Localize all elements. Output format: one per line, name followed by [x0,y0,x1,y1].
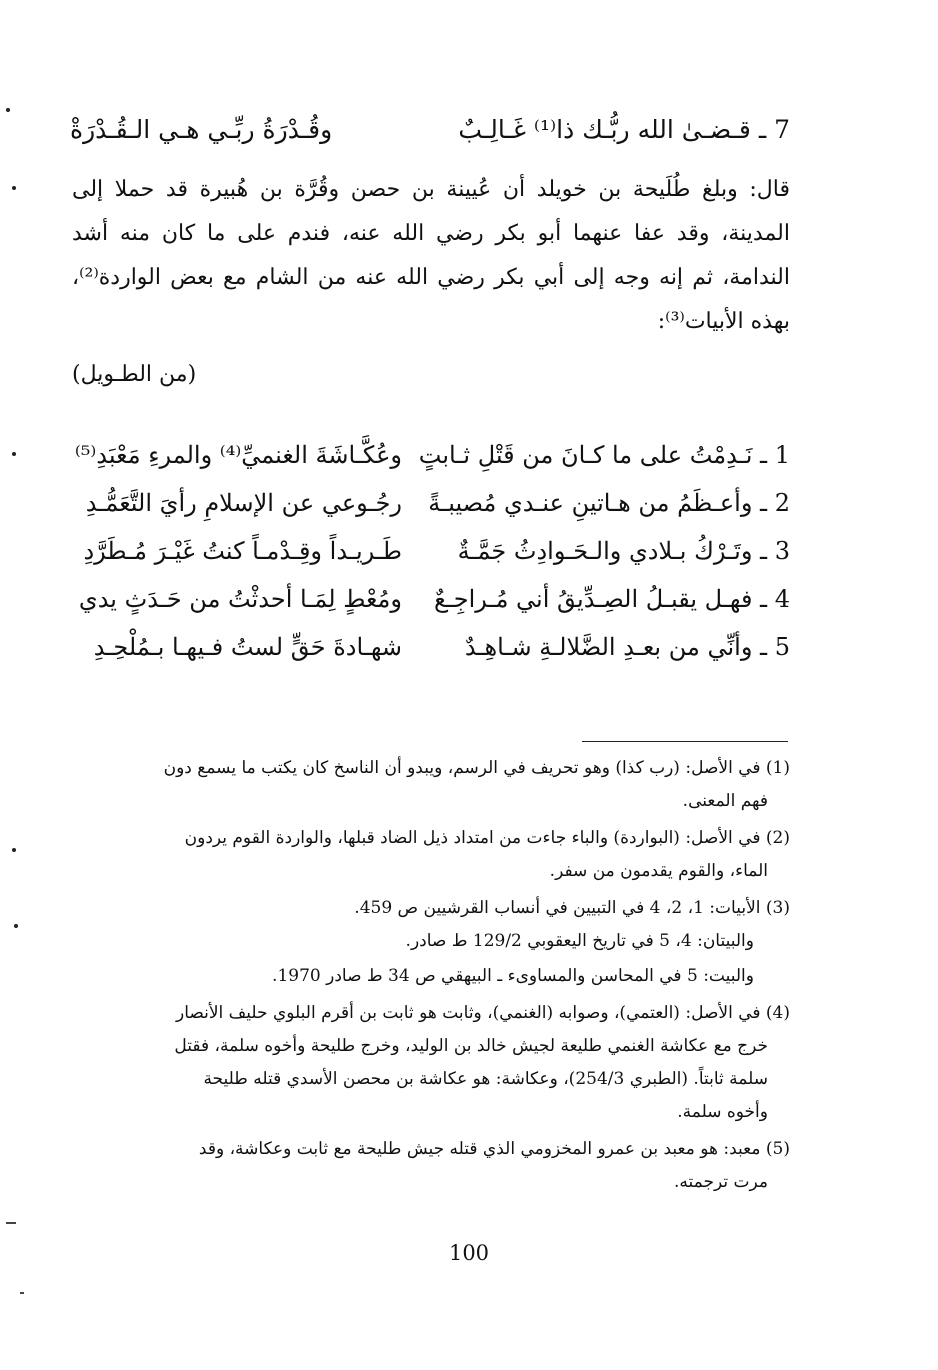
footnote-line: الماء، والقوم يقدمون من سفر. [549,861,768,881]
verse-7 [70,110,790,150]
poem-line [72,579,790,627]
poem [72,435,790,675]
scan-speck [14,924,18,928]
poem-second-hemistich: طَـريـداً وقِـدْمـاً كنتُ غَيْـرَ مُـطَرَّدِ [83,537,402,565]
footnote-2 [72,822,790,888]
scan-speck [12,452,16,456]
prose-paragraph [72,168,790,344]
footnote-line: (4) في الأصل: (العتمي)، وصوابه (الغنمي)، وثابت هو ثابت بن أقرم البلوي حليف الأنصار [175,1003,790,1023]
footnote-line: سلمة ثابتاً. (الطبري 254/3)، وعكاشة: هو عكاشة بن محصن الأسدي قتله طليحة [203,1069,768,1089]
footnote-4 [72,997,790,1129]
scan-mark [20,1292,24,1294]
footnote-line: فهم المعنى. [682,791,768,811]
poem-first-hemistich: 4 ـ فهـل يقبـلُ الصِـدِّيقُ أني مُـراجِـعٌ [433,585,790,613]
poem-meter: (من الطـويل) [72,362,197,387]
prose-text: قال: وبلغ طُلَيحة بن خويلد أن عُيينة بن حصن وقُرَّة بن هُبيرة قد حملا إلى المدينة، وقد عفا عنهما أبو بكر رضي الله عنه، فندم على ما كان منه أشد الندامة، ثم إنه وجه إلى أبي بكر رضي الله عنه من الشام مع بعض الواردة⁽²⁾، بهذه الأبيات⁽³⁾: [72,177,790,334]
poem-second-hemistich: وعُكَّـاشَةَ الغنميِّ⁽⁴⁾ والمرءِ مَعْبَدِ⁽⁵⁾ [74,441,402,469]
footnote-line: مرت ترجمته. [674,1172,768,1192]
poem-first-hemistich: 5 ـ وأنِّي من بعـدِ الضَّلالـةِ شـاهِـدٌ [464,633,790,661]
verse-7-first-hemistich: 7 ـ قـضـىٰ الله ربُّـك ذا⁽¹⁾ غَـالِـبٌ [458,115,790,144]
footnote-line: والبيتان: 4، 5 في تاريخ اليعقوبي 129/2 ط صادر. [405,931,754,951]
scan-speck [6,108,10,112]
scan-mark [6,1222,16,1224]
footnote-line: (5) معبد: هو معبد بن عمرو المخزومي الذي قتله جيش طليحة مع ثابت وعكاشة، وقد [198,1139,790,1159]
poem-line [72,435,790,483]
poem-first-hemistich: 2 ـ وأعـظَمُ من هـاتينِ عنـدي مُصيبـةً [428,489,790,517]
footnote-line: خرج مع عكاشة الغنمي طليعة لجيش خالد بن الوليد، وخرج طليحة وأخوه سلمة، فقتل [174,1036,768,1056]
footnote-1 [72,752,790,818]
footnote-3 [72,892,790,993]
poem-line [72,531,790,579]
footnotes [72,752,790,1203]
poem-second-hemistich: رجُـوعي عن الإسلامِ رأيَ التَّعَمُّـدِ [85,489,402,517]
poem-line [72,627,790,675]
footnote-line: (3) الأبيات: 1، 2، 4 في التبيين في أنساب القرشيين ص 459. [354,898,790,918]
footnote-line: والبيت: 5 في المحاسن والمساوىء ـ البيهقي ص 34 ط صادر 1970. [272,966,754,986]
page-number: 100 [448,1241,490,1265]
poem-second-hemistich: ومُعْطٍ لِمَـا أحدثْتُ من حَـدَثٍ يدي [78,585,402,613]
scan-speck [12,848,16,852]
poem-line [72,483,790,531]
footnote-line: (1) في الأصل: (رب كذا) وهو تحريف في الرسم، ويبدو أن الناسخ كان يكتب ما يسمع دون [163,758,790,778]
footnote-line: (2) في الأصل: (البواردة) والباء جاءت من امتداد ذيل الضاد قبلها، والواردة القوم يردون [184,828,790,848]
scan-speck [12,186,16,190]
poem-first-hemistich: 1 ـ نَـدِمْتُ على ما كـانَ من قَتْلِ ثـابتٍ [418,441,790,469]
poem-second-hemistich: شهـادةَ حَقٍّ لستُ فـيهـا بـمُلْحِـدِ [93,633,402,661]
footnote-5 [72,1133,790,1199]
poem-first-hemistich: 3 ـ وتَـرْكُ بـلادي والـحَـوادِثُ جَمَّـةٌ [457,537,790,565]
verse-7-second-hemistich: وقُـدْرَةُ ربِّـي هـي الـقُـدْرَةْ [70,115,333,144]
footnote-divider [582,741,788,742]
footnote-line: وأخوه سلمة. [677,1102,768,1122]
